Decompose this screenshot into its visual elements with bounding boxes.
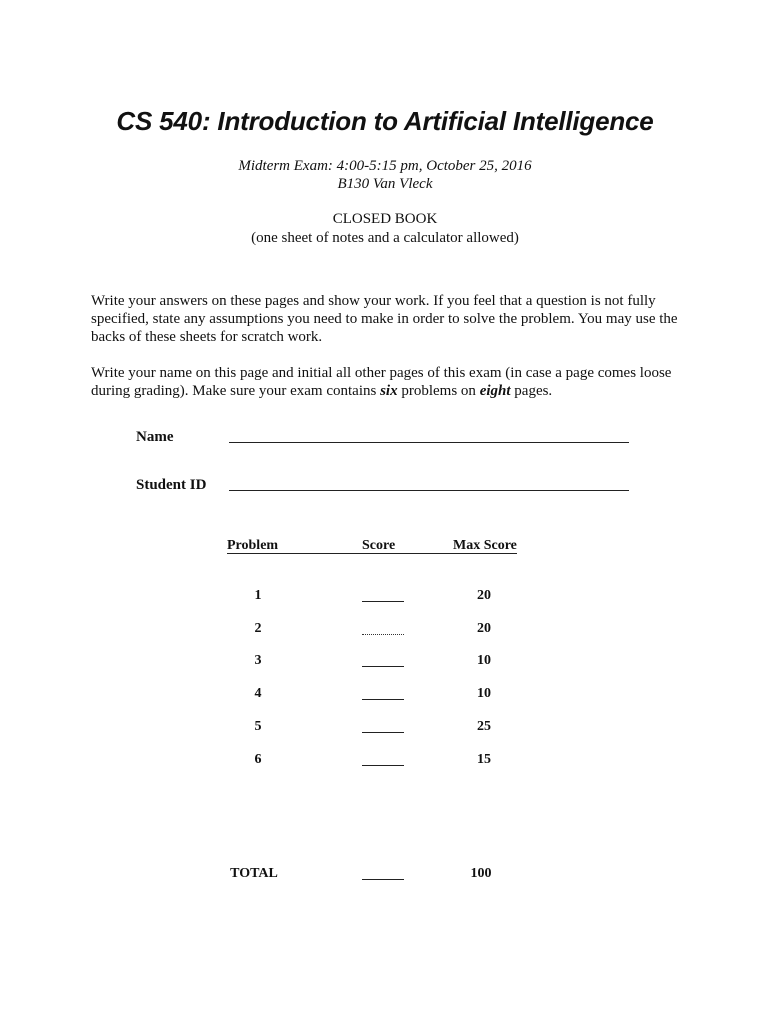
instructions-paragraph-1: Write your answers on these pages and show your work. If you feel that a question is not fully specified, state any assumptions you need to make in order to solve the problem. You may use the backs of these sheets for scratch work. xyxy=(91,293,678,345)
student-id-label: Student ID xyxy=(136,477,207,493)
problem-number: 5 xyxy=(254,719,262,734)
max-score: 10 xyxy=(477,653,491,668)
header-underline xyxy=(227,553,517,554)
instructions-text-c: pages. xyxy=(510,383,553,399)
max-score: 10 xyxy=(477,686,491,701)
score-blank[interactable] xyxy=(362,666,404,667)
instructions-text-a: Write your name on this page and initial all other pages of this exam (in case a page comes loose during grading). Make sure your exam contains xyxy=(91,365,672,399)
name-label: Name xyxy=(136,429,174,445)
problem-number: 4 xyxy=(254,686,262,701)
total-label: TOTAL xyxy=(230,866,278,881)
header-max-score: Max Score xyxy=(453,538,517,553)
max-score: 25 xyxy=(477,719,491,734)
score-blank[interactable] xyxy=(362,634,404,635)
problem-number: 1 xyxy=(254,588,262,603)
max-score: 20 xyxy=(477,588,491,603)
allowed-materials: (one sheet of notes and a calculator allowed) xyxy=(251,230,519,246)
exam-location: B130 Van Vleck xyxy=(337,176,433,192)
header-score: Score xyxy=(362,538,396,553)
name-field-line[interactable] xyxy=(229,442,629,443)
problem-number: 2 xyxy=(254,621,262,636)
student-id-field-line[interactable] xyxy=(229,490,629,491)
instructions-paragraph-2 xyxy=(91,364,691,400)
score-blank[interactable] xyxy=(362,699,404,700)
header-problem: Problem xyxy=(227,538,279,553)
six-emphasis: six xyxy=(380,383,398,399)
score-blank[interactable] xyxy=(362,732,404,733)
score-blank[interactable] xyxy=(362,765,404,766)
max-score: 20 xyxy=(477,621,491,636)
max-score: 15 xyxy=(477,752,491,767)
instructions-text-b: problems on xyxy=(397,383,480,399)
total-score-blank[interactable] xyxy=(362,879,404,880)
exam-title: CS 540: Introduction to Artificial Intelligence xyxy=(116,106,654,136)
problem-number: 3 xyxy=(254,653,262,668)
problem-number: 6 xyxy=(254,752,262,767)
closed-book-label: CLOSED BOOK xyxy=(332,211,438,227)
eight-emphasis: eight xyxy=(479,383,511,399)
exam-time-line: Midterm Exam: 4:00-5:15 pm, October 25, 2016 xyxy=(238,158,532,174)
score-blank[interactable] xyxy=(362,601,404,602)
total-max-score: 100 xyxy=(470,866,492,881)
